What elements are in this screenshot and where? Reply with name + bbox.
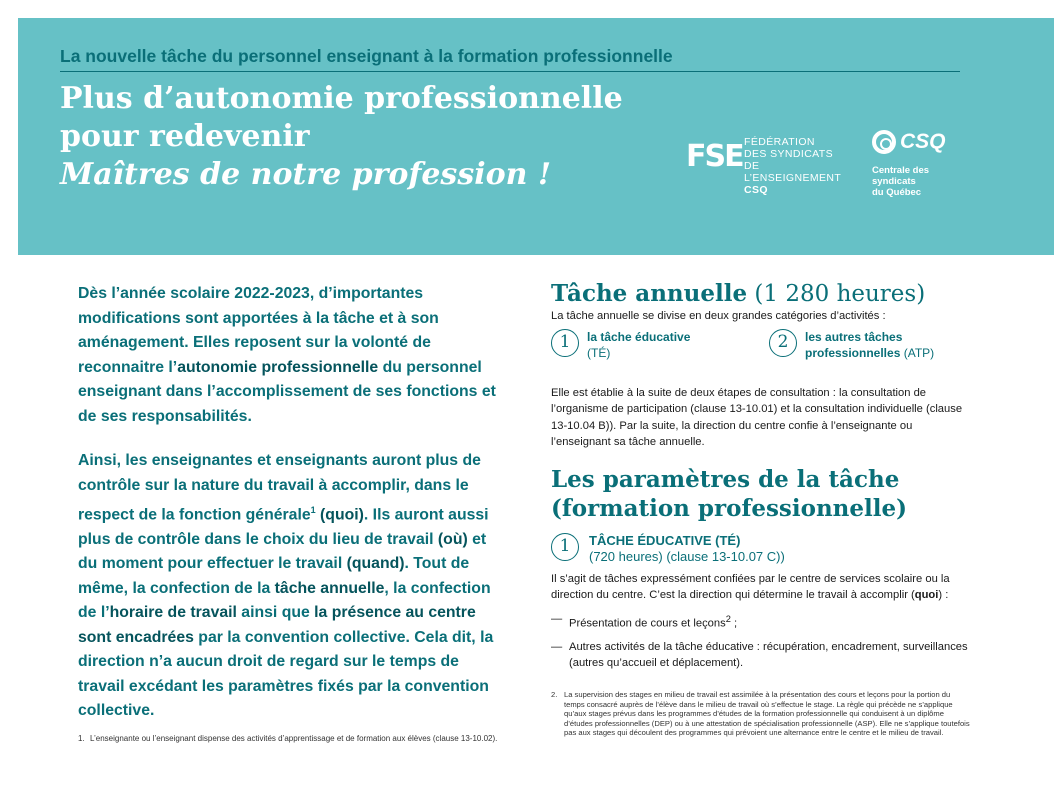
intro-paragraph-2: Ainsi, les enseignantes et enseignants auront plus de contrôle sur la nature du travail à accomplir, dans le respect de la fonction générale$^1$ (quoi). Ils auront aussi plus de contrôle dans le choix du lieu de travail (où) et du moment pour effectuer le travail (quand). Tout de même, la confection de la tâche annuelle, la confection de l’horaire de travail ainsi que la présence au centre sont encadrées par la convention collective. Cela dit, la direction n’a aucun droit de regard sur le temps de travail excédant les paramètres fixés par la convention collective. xyxy=(78,452,494,720)
footnote-ref-1: 1 xyxy=(310,505,316,515)
number-circle-1: 1 xyxy=(551,329,579,357)
csq-logo-subtitle xyxy=(872,165,972,198)
annual-body: Elle est établie à la suite de deux étapes de consultation : la consultation de l’organisme de participation (clause 13-10.01) et la consultation individuelle (clause 13-10.04 B)). Par la suite, la direction du centre confie à l’enseignante ou l’enseignant sa tâche annuelle. xyxy=(551,386,963,448)
fse-logo-mark: FSE xyxy=(686,139,743,174)
number-circle-te: 1 xyxy=(551,533,579,561)
csq-ring-icon xyxy=(872,130,896,154)
intro-paragraph-1: Dès l’année scolaire 2022-2023, d’importantes modifications sont apportées à la tâche et à son aménagement. Elles reposent sur la volonté de reconnaitre l’autonomie professionnelle du personnel enseignant dans l’accomplissement de ses fonctions et de ses responsabilités. xyxy=(78,285,496,425)
csq-sub-2: du Québec xyxy=(872,187,922,198)
annual-task-heading: Tâche annuelle (1 280 heures) xyxy=(551,280,926,307)
page-title xyxy=(60,80,623,194)
fse-line-2: DES SYNDICATS xyxy=(744,148,834,160)
fse-line-3: DE L’ENSEIGNEMENT xyxy=(744,160,842,184)
fse-line-4: CSQ xyxy=(744,184,768,196)
educational-task-body: Il s’agit de tâches expressément confiées par le centre de services scolaire ou la direction du centre. C’est la direction qui détermine le travail à accomplir (quoi) : xyxy=(551,572,950,601)
csq-sub-1: Centrale des syndicats xyxy=(872,165,930,187)
fse-logo xyxy=(686,130,856,196)
details-column xyxy=(551,280,971,672)
footnote-1: 1. L’enseignante ou l’enseignant dispense des activités d’apprentissage et de formation aux élèves (clause 13-10.02). xyxy=(78,734,498,743)
annual-intro: La tâche annuelle se divise en deux grandes catégories d’activités : xyxy=(551,310,886,322)
number-circle-2: 2 xyxy=(769,329,797,357)
list-item: — Autres activités de la tâche éducative : récupération, encadrement, surveillances (autres qu’accueil et déplacement). xyxy=(551,640,968,670)
title-line-1: Plus d’autonomie professionnelle xyxy=(60,81,623,116)
fse-logo-text xyxy=(744,136,856,196)
csq-logo-mark: CSQ xyxy=(900,130,946,153)
title-line-3: Maîtres de notre profession ! xyxy=(60,157,552,192)
category-atp: 2 les autres tâches professionnelles (ATP) xyxy=(769,329,934,361)
task-categories xyxy=(551,329,971,385)
category-te: 1 la tâche éducative (TÉ) xyxy=(551,329,690,361)
intro-column xyxy=(78,282,508,744)
parameters-heading: Les paramètres de la tâche (formation professionnelle) xyxy=(551,465,908,522)
title-line-2: pour redevenir xyxy=(60,119,310,154)
document-kicker: La nouvelle tâche du personnel enseignant à la formation professionnelle xyxy=(60,46,960,72)
footnote-ref-2: 2 xyxy=(725,613,731,624)
csq-logo xyxy=(872,130,972,200)
list-item: — Présentation de cours et leçons$^2$ ; xyxy=(551,612,738,630)
footnote-2: 2. La supervision des stages en milieu de travail est assimilée à la présentation des cours et leçons pour la portion du temps consacré auprès de l’élève dans le milieu de travail où s’effectue le stage. La règle qui précède ne s’applique qu’aux stages prévus dans les programmes d’études de la formation professionnelle qui conduisent à un diplôme d’études professionnelles (DEP) ou à une attestation de spécialisation professionnelle (ASP). Elle ne s’applique toutefois pas aux stages qui découlent des programmes qui prévoient une alternance entre le centre et le milieu de travail. xyxy=(551,690,970,737)
fse-line-1: FÉDÉRATION xyxy=(744,136,815,148)
educational-task-heading: 1 TÂCHE ÉDUCATIVE (TÉ) (720 heures) (clause 13-10.07 C)) xyxy=(551,533,971,565)
